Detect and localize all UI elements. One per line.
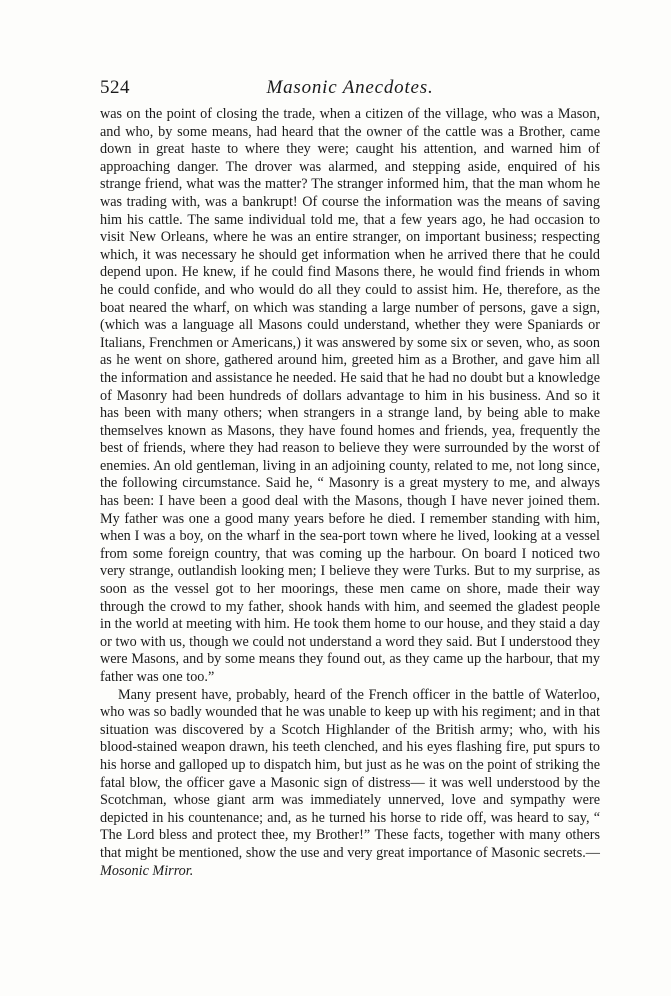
source-citation: Mosonic Mirror. [100, 862, 194, 879]
page-header [100, 77, 600, 103]
body-text [100, 106, 600, 880]
paragraph-waterloo [100, 687, 600, 881]
paragraph-continued: was on the point of closing the trade, when a citizen of the village, who was a Mason, and who, by some means, had heard that the owner of the cattle was a Brother, came down in great haste to where they were; caught his attention, and warned him of approaching danger. The drover was alarmed, and stepping aside, enquired of his strange friend, what was the matter? The stranger informed him, that the man whom he was trading with, was a bankrupt! Of course the information was the means of saving him his cattle. The same individual told me, that a few years ago, he had occasion to visit New Orleans, where he was an entire stranger, on important business; respecting which, it was necessary he should get information when he arrived there that he could depend upon. He knew, if he could find Masons there, he would find friends in whom he could confide, and who would do all they could to assist him. He, therefore, as the boat neared the wharf, on which was standing a large number of persons, gave a sign, (which was a language all Masons could understand, whether they were Spaniards or Italians, Frenchmen or Americans,) it was answered by some six or seven, who, as soon as he went on shore, gathered around him, greeted him as a Brother, and gave him all the information and assistance he needed. He said that he had no doubt but a knowledge of Masonry had been hundreds of dollars advantage to him in his business. And so it has been with many others; when strangers in a strange land, by being able to make themselves known as Masons, they have found homes and friends, yea, frequently the best of friends, where they had reason to believe they were surrounded by the worst of enemies. An old gentleman, living in an adjoining county, related to me, not long since, the following circumstance. Said he, “ Masonry is a great mystery to me, and always has been: I have been a good deal with the Masons, though I have never joined them. My father was one a good many years before he died. I remember standing with him, when I was a boy, on the wharf in the sea-port town where he lived, looking at a vessel from some foreign country, that was coming up the harbour. On board I noticed two very strange, outlandish looking men; I believe they were Turks. But to my surprise, as soon as the vessel got to her moorings, these men came on shore, made their way through the crowd to my father, shook hands with him, and seemed the gladest people in the world at meeting with him. He took them home to our house, and they staid a day or two with us, though we could not understand a word they said. But I understood they were Masons, and by some means they found out, as they came up the harbour, that my father was one too.” [100, 106, 600, 685]
running-title: Masonic Anecdotes. [266, 77, 434, 98]
paragraph-waterloo-text: Many present have, probably, heard of the French officer in the battle of Waterloo, who was so badly wounded that he was unable to keep up with his regiment; and in that situation was discovered by a Scotch Highlander of the British army; who, with his blood-stained weapon drawn, his teeth clenched, and his eyes flashing fire, put spurs to his horse and galloped up to dispatch him, but just as he was on the point of striking the fatal blow, the officer gave a Masonic sign of distress— it was well understood by the Scotchman, whose giant arm was immediately unnerved, love and sympathy were depicted in his countenance; and, as he turned his horse to ride off, was heard to say, “ The Lord bless and protect thee, my Brother!” These facts, together with many others that might be mentioned, show the use and very great importance of Masonic secrets.— [100, 686, 600, 861]
page-number: 524 [100, 77, 130, 98]
